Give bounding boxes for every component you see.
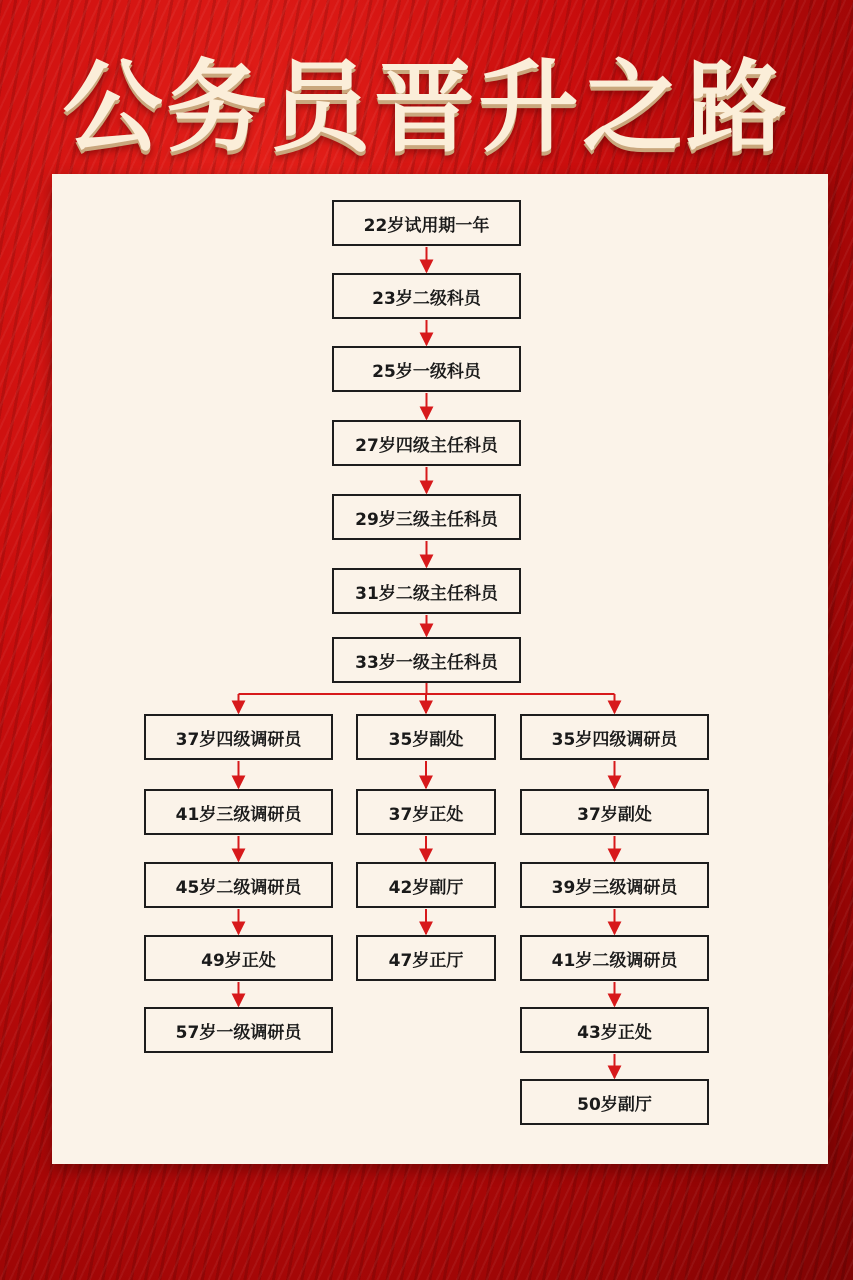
branch-right-node: 35岁四级调研员 — [520, 714, 709, 760]
branch-left-node: 49岁正处 — [144, 935, 333, 981]
branch-middle-node: 42岁副厅 — [356, 862, 496, 908]
branch-right-node: 41岁二级调研员 — [520, 935, 709, 981]
branch-right-node: 43岁正处 — [520, 1007, 709, 1053]
trunk-node: 33岁一级主任科员 — [332, 637, 521, 683]
branch-right-node: 37岁副处 — [520, 789, 709, 835]
branch-left-node: 37岁四级调研员 — [144, 714, 333, 760]
branch-left-node: 45岁二级调研员 — [144, 862, 333, 908]
branch-left-node: 41岁三级调研员 — [144, 789, 333, 835]
poster-title: 公务员晋升之路 — [62, 49, 791, 166]
trunk-node: 27岁四级主任科员 — [332, 420, 521, 466]
trunk-node: 22岁试用期一年 — [332, 200, 521, 246]
trunk-node: 29岁三级主任科员 — [332, 494, 521, 540]
branch-left-node: 57岁一级调研员 — [144, 1007, 333, 1053]
branch-right-node: 50岁副厅 — [520, 1079, 709, 1125]
trunk-node: 25岁一级科员 — [332, 346, 521, 392]
branch-middle-node: 47岁正厅 — [356, 935, 496, 981]
trunk-node: 23岁二级科员 — [332, 273, 521, 319]
trunk-node: 31岁二级主任科员 — [332, 568, 521, 614]
branch-middle-node: 37岁正处 — [356, 789, 496, 835]
branch-right-node: 39岁三级调研员 — [520, 862, 709, 908]
branch-middle-node: 35岁副处 — [356, 714, 496, 760]
